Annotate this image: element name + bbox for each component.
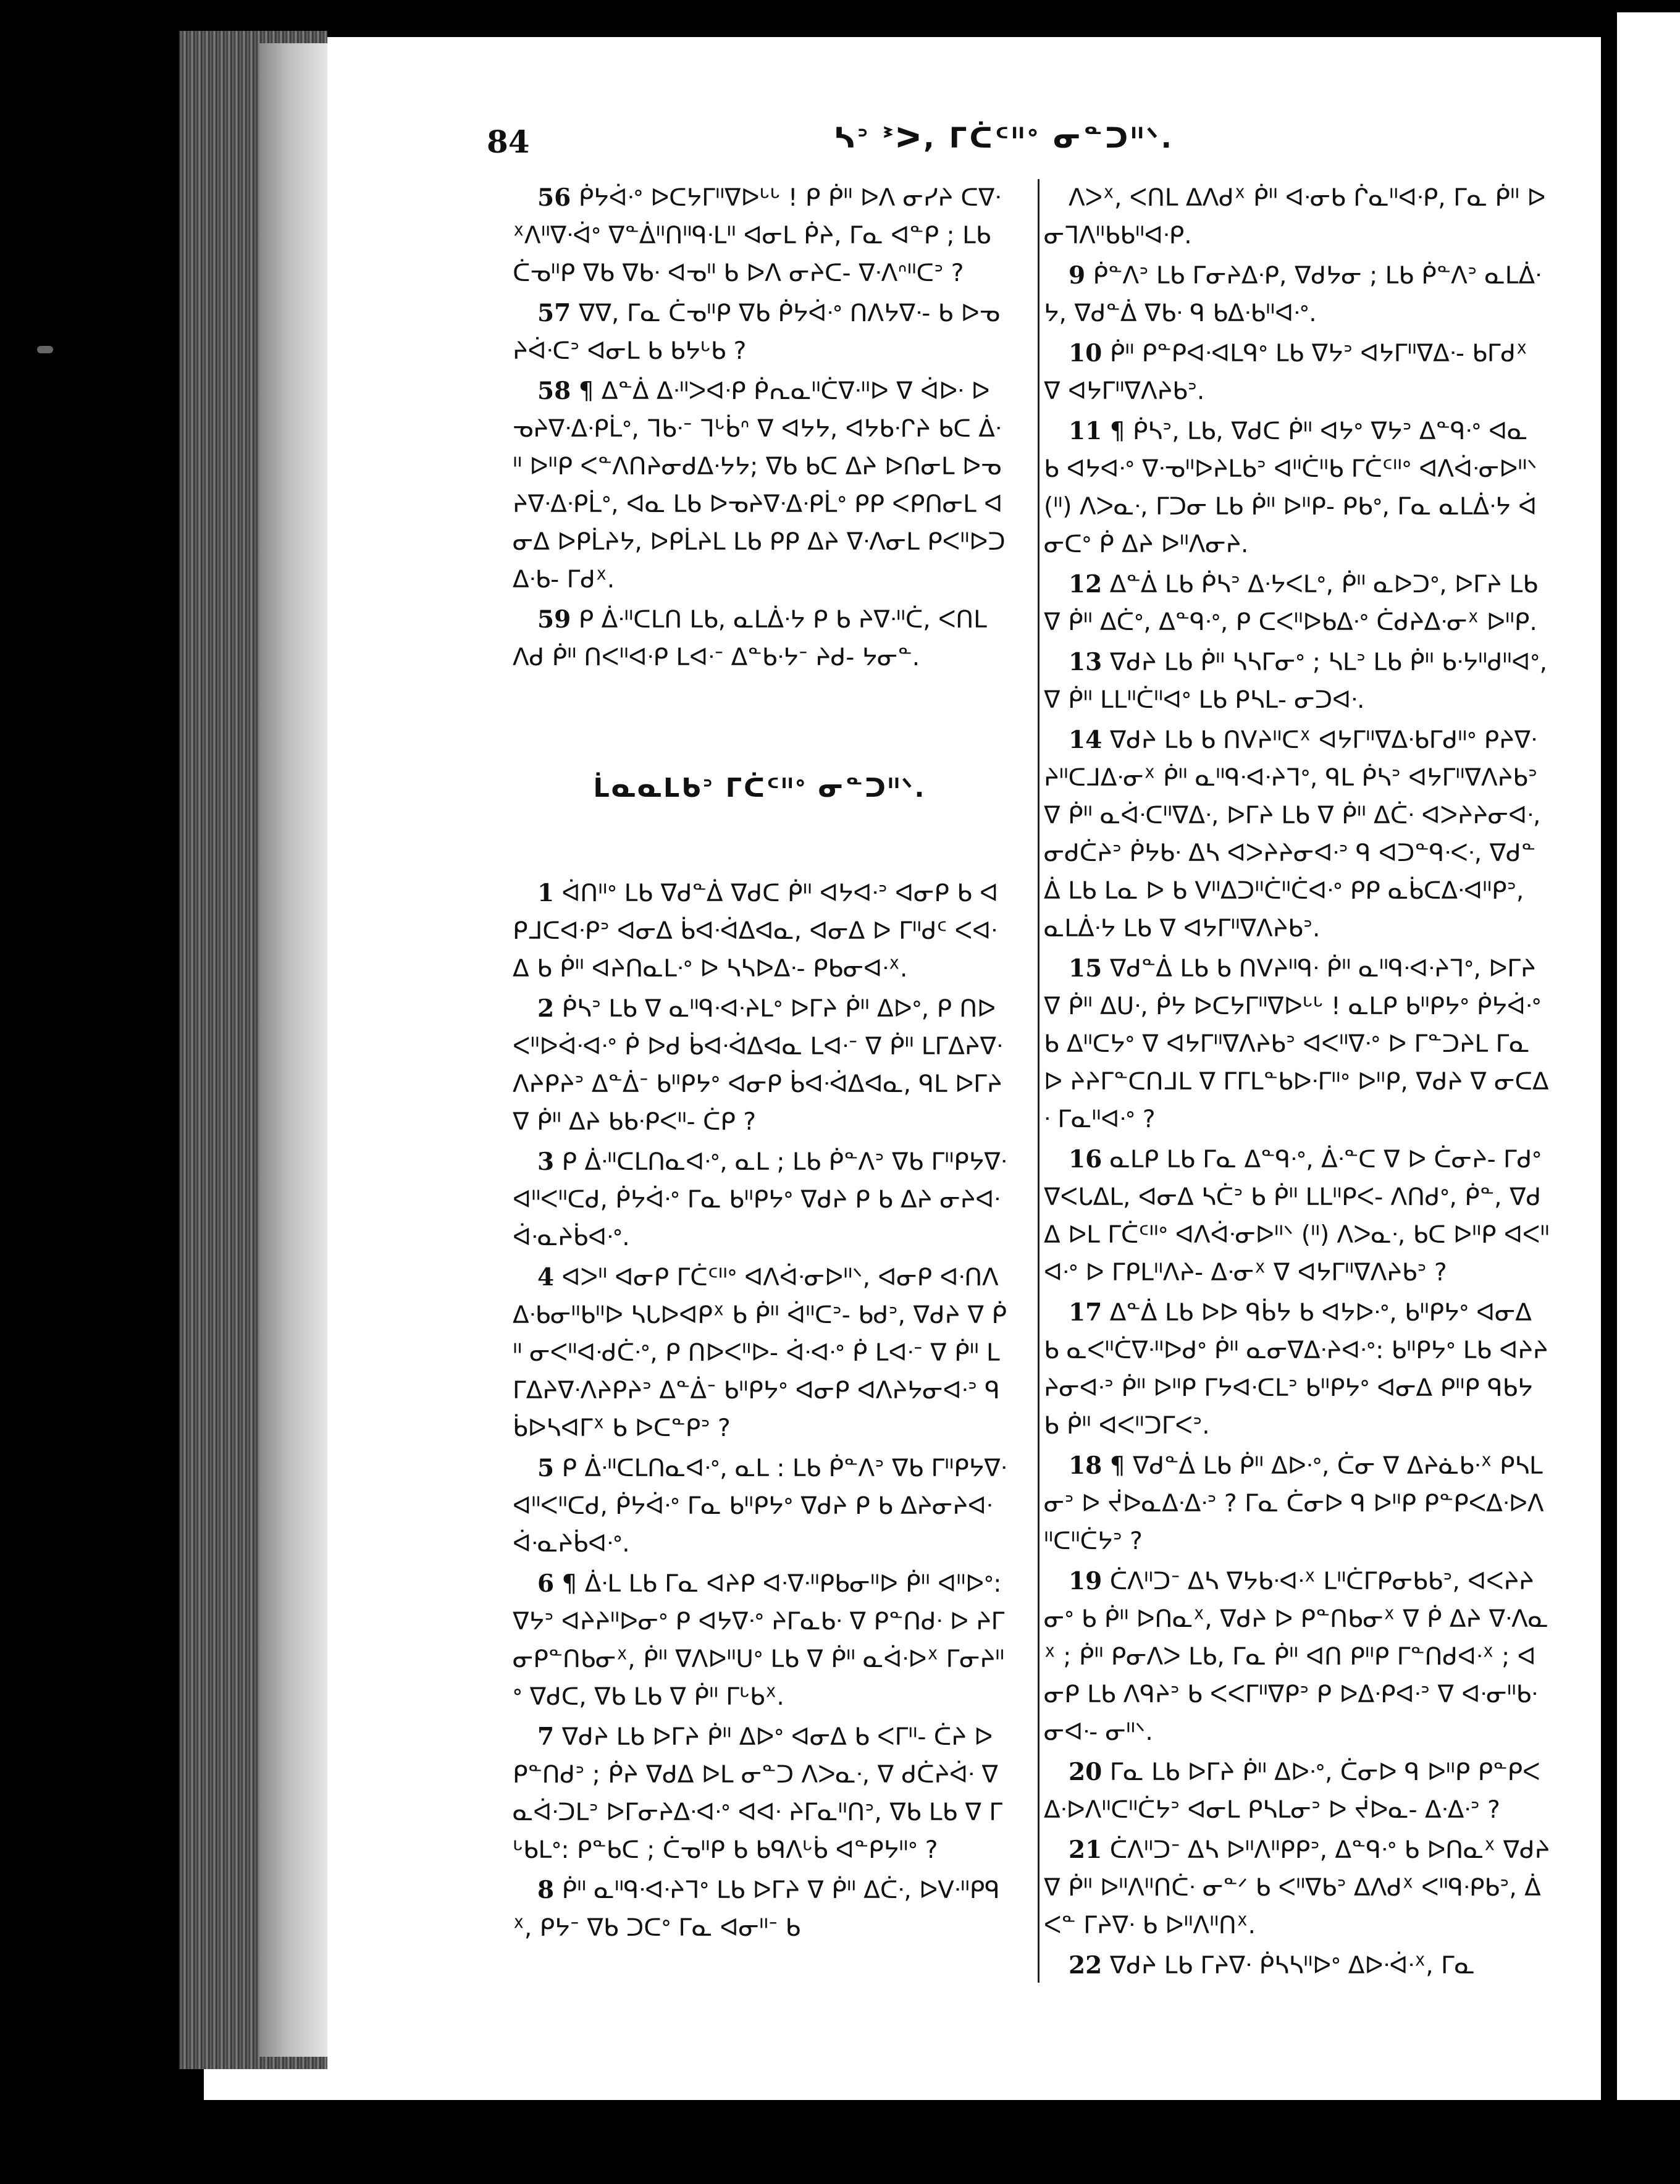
scan-left-border (0, 0, 204, 2184)
verse-text: ᑮᐦ ᑭᓐᑭᐊᐧᐊᒪᑫᐤ ᒪᑲ ᐁᔭᐣ ᐊᔭᒥᐦᐁᐃᐧ- ᑲᒥᑯᕽ ᐁ ᐊᔭᒥᐦᐁᐱᔨᑲᐣ. (1044, 340, 1535, 405)
verses-continued (1044, 179, 1558, 1984)
verse-text: ¶ ᐄᐧᒪ ᒪᑲ ᒥᓇ ᐊᔨᑭ ᐊᐧᐁᐧᐦᑭᑲᓂᐦᐅ ᑮᐦ ᐊᐦᐅᐤ: ᐁᔭᐣ ᐊᔨᔨᐦᐅᓂᐤ ᑭ ᐊᔭᐁᐧᐤ ᔨᒥᓇᑲᐧ ᐁ ᑭᓐᑎᑯᐧ ᐅ ᔨᒥᓂᑭᓐᑎᑲᓂᕽ, ᑮᐦ ᐁᐱᐅᐦᑌᐤ ᒪᑲ ᐁ ᑮᐦ ᓇᐋᐧᐅᕽ ᒥᓂᔨᐦᐤ ᐁᑯᑕ, ᐁᑲ ᒪᑲ ᐁ ᑮᐦ ᒥᒡᑲᕽ. (513, 1570, 1009, 1711)
scan-speck (37, 346, 53, 353)
verse (1044, 413, 1550, 563)
verse-number: 56 (537, 183, 571, 212)
verse (513, 875, 1007, 988)
facing-page-sliver (1612, 12, 1680, 2162)
verse (1044, 1754, 1550, 1829)
verse (1044, 257, 1550, 332)
verse-text: ᐁᐁ, ᒥᓇ ᑖᓀᐦᑭ ᐁᑲ ᑮᔭᐋᐧᐤ ᑎᐱᔭᐁᐧ- ᑲ ᐅᓀᔨᐋᐧᑕᐣ ᐊᓂᒪ ᑲ ᑲᔭᒡᑲ ? (513, 300, 1000, 365)
verse (513, 295, 1007, 370)
verse-text: ᐁᑯᓐᐄ ᒪᑲ ᑲ ᑎᐯᔨᐦᑫᐧ ᑮᐦ ᓇᐦᑫᐧᐊᐧᔨᒣᐤ, ᐅᒥᔨ ᐁ ᑮᐦ ᐃᑌᐧ, ᑮᔭ ᐅᑕᔭᒥᐦᐁᐅᒡᒡ ! ᓇᒪᑭ ᑲᐦᑭᔭᐤ ᑮᔭᐋᐧᐤ ᑲ ᐃᐦᑕᔭᐤ ᐁ ᐊᔭᒥᐦᐁᐱᔨᑲᐣ ᐊᐸᐦᐁᐧᐤ ᐅ ᒥᓐᑐᔨᒪ ᒥᓇ ᐅ ᔨᔨᒥᓐᑕᑎᒧᒪ ᐁ ᒥᒥᒪᓐᑲᐅᐧᒥᐦᐤ ᐅᐦᑭ, ᐁᑯᔨ ᐁ ᓂᑕᐃᐧ ᒥᓇᐦᐊᐧᐤ ? (1044, 955, 1549, 1133)
verse-number: 7 (537, 1723, 555, 1751)
verses-chapter-start (513, 875, 1010, 1947)
verse (1044, 721, 1550, 947)
verses-chapter-end (513, 179, 1007, 676)
verse (513, 1143, 1007, 1256)
verse-number: 20 (1069, 1758, 1102, 1786)
verse-number: 12 (1069, 570, 1102, 598)
verse-number: 4 (537, 1263, 555, 1292)
running-head: ᓴᐣ ᕑᐳ, ᒥᑖᑦᐦᐤ ᓂᓐᑐᐦᐠ. (834, 121, 1174, 154)
verse-number: 59 (537, 605, 571, 634)
verse-text: ᑮᓴᐣ ᒪᑲ ᐁ ᓇᐦᑫᐧᐊᐧᔨᒪᐤ ᐅᒥᔨ ᑮᐦ ᐃᐅᐤ, ᑭ ᑎᐅᐸᐦᐅᐋᐧᐊᐧᐤ ᑮ ᐅᑯ ᑳᐊᐧᐋᐃᐊᓇ ᒪᐊᐧᐨ ᐁ ᑮᐦ ᒪᒥᐃᔨᐁᐧᐱᔨᑭᔨᐣ ᐃᓐᐄᐨ ᑲᐦᑭᔭᐤ ᐊᓂᑭ ᑳᐊᐧᐋᐃᐊᓇ, ᑫᒪ ᐅᒥᔨ ᐁ ᑮᐦ ᐃᔨ ᑲᑲᐧᑭᐸᐦ- ᑖᑭ ? (513, 995, 1010, 1136)
verse (1044, 1947, 1550, 1984)
verse (513, 372, 1007, 598)
verse-number: 16 (1069, 1145, 1102, 1174)
verse-text: ᐋᑎᐦᐤ ᒪᑲ ᐁᑯᓐᐄ ᐁᑯᑕ ᑮᐦ ᐊᔭᐊᐧᐣ ᐊᓂᑭ ᑲ ᐊᑭᒧᑕᐊᐧᑭᐣ ᐊᓂᐃ ᑳᐊᐧᐋᐃᐊᓇ, ᐊᓂᐃ ᐅ ᒥᐦᑯᑦ ᐸᐊᐧᐃ ᑲ ᑮᐦ ᐊᔨᑎᓇᒪᐧᐤ ᐅ ᓴᓴᐅᐃᐧ- ᑭᑲᓂᐊᐧᕽ. (513, 880, 999, 983)
verse-number: 14 (1069, 726, 1102, 754)
verse (1044, 1831, 1558, 1944)
verse (1044, 1294, 1550, 1445)
verse-number: 58 (537, 377, 571, 405)
verse-number: 22 (1069, 1951, 1102, 1980)
left-column (513, 179, 1010, 1949)
verse-number: 9 (1069, 261, 1086, 290)
verse-text: ᐁᑯᔨ ᒪᑲ ᑲ ᑎᐯᔨᐦᑕᕽ ᐊᔭᒥᐦᐁᐃᐧᑲᒥᑯᐦᐤ ᑭᔨᐁᐧᔨᐦᑕᒧᐃᐧᓂᕽ ᑮᐦ ᓇᐦᑫᐧᐊᐧᔨᒣᐤ, ᑫᒪ ᑮᓴᐣ ᐊᔭᒥᐦᐁᐱᔨᑲᐣ ᐁ ᑮᐦ ᓇᐋᐧᑕᐦᐁᐃᐧ, ᐅᒥᔨ ᒪᑲ ᐁ ᑮᐦ ᐃᑖᐧ ᐊᐳᔨᔨᓂᐊᐧ, ᓂᑯᑖᔨᐣ ᑮᔭᑲᐧ ᐃᓴ ᐊᐳᔨᔨᓂᐊᐧᐣ ᑫ ᐊᑐᓐᑫᐧᐸᐧ, ᐁᑯᓐᐄ ᒪᑲ ᒪᓇ ᐅ ᑲ ᐯᐦᐃᑐᐦᑖᐦᑖᐊᐧᐤ ᑭᑭ ᓇᑳᑕᐃᐧᐊᐦᑭᐣ, ᓇᒪᐄᐧᔭ ᒪᑲ ᐁ ᐊᔭᒥᐦᐁᐱᔨᑲᐣ. (1044, 726, 1548, 943)
verse-text: ᐊᐳᐦ ᐊᓂᑭ ᒥᑖᑦᐦᐤ ᐊᐱᐋᐧᓂᐅᐦᐠ, ᐊᓂᑭ ᐊᐧᑎᐱᐃᐧᑲᓂᐦᑲᐦᐅ ᓴᒐᐅᐊᑭᕽ ᑲ ᑮᐦ ᐋᐦᑕᐣ- ᑲᑯᐣ, ᐁᑯᔨ ᐁ ᑮᐦ ᓂᐸᐦᐊᐧᑯᑖᐧᐤ, ᑭ ᑎᐅᐸᐦᐅ- ᐋᐧᐊᐧᐤ ᑮ ᒪᐊᐧᐨ ᐁ ᑮᐦ ᒪᒥᐃᔨᐁᐧᐱᔨᑭᔨᐣ ᐃᓐᐄᐨ ᑲᐦᑭᔭᐤ ᐊᓂᑭ ᐊᐱᔨᔭᓂᐊᐧᐣ ᑫᑳᐅᓴᐊᒥᕽ ᑲ ᐅᑕᓐᑭᐣ ? (513, 1264, 1007, 1442)
verse-text: ᑖᐱᐦᑐᐨ ᐃᓴ ᐅᐦᐱᐦᑭᑭᐣ, ᐃᓐᑫᐧᐤ ᑲ ᐅᑎᓇᕽ ᐁᑯᔨ ᐁ ᑮᐦ ᐅᐦᐱᐦᑎᑖᐧ ᓂᓐᐟ ᑲ ᐸᐦᐁᑲᐣ ᐃᐱᑯᕽ ᐸᐦᑫᐧᑭᑲᐣ, ᐄᐸᓐ ᒥᔨᐁᐧ ᑲ ᐅᐦᐱᐦᑎᕽ. (1044, 1836, 1558, 1939)
verse-text: ᐁᑯᔨ ᒪᑲ ᑮᐦ ᓴᓴᒥᓂᐤ ; ᓴᒪᐣ ᒪᑲ ᑮᐦ ᑲᐧᔭᐦᑯᐦᐊᐤ, ᐁ ᑮᐦ ᒪᒪᐦᑖᐦᐊᐤ ᒪᑲ ᑭᓴᒪ- ᓂᑐᐊᐧ. (1044, 649, 1555, 714)
verse-text: ᐃᓐᐄ ᒪᑲ ᐅᐅ ᑫᑳᔭ ᑲ ᐊᔭᐅᐧᐤ, ᑲᐦᑭᔭᐤ ᐊᓂᐃ ᑲ ᓇᐸᐦᑖᐁᐧᐦᐅᑯᐤ ᑮᐦ ᓇᓂᐁᐃᐧᔨᐊᐧᐤ: ᑲᐦᑭᔭᐤ ᒪᑲ ᐊᔨᔨᔨᓂᐊᐧᐣ ᑮᐦ ᐅᐦᑭ ᒥᔭᐊᐧᑕᒪᐣ ᑲᐦᑭᔭᐤ ᐊᓂᐃ ᑭᐦᑭ ᑫᑲᔭ ᑲ ᑮᐦ ᐊᐸᐦᑐᒥᐸᐣ. (1044, 1299, 1548, 1440)
verse-text: ᑮᐦ ᓇᐦᑫᐧᐊᐧᔨᒣᐤ ᒪᑲ ᐅᒥᔨ ᐁ ᑮᐦ ᐃᑖᐧ, ᐅᐯᐧᐦᑭᑫᕽ, ᑭᔭᐨ ᐁᑲ ᑐᑕᐤ ᒥᓇ ᐊᓂᐦᐨ ᑲ (513, 1876, 1000, 1942)
verse-number: 5 (537, 1454, 555, 1482)
verse-number: 3 (537, 1148, 555, 1176)
scan-bottom-border (0, 2100, 1680, 2184)
verse-text: ¶ ᐁᑯᓐᐄ ᒪᑲ ᑮᐦ ᐃᐅᐧᐤ, ᑖᓂ ᐁ ᐃᔨᓈᑲᐧᕽ ᑭᓴᒪᓂᐣ ᐅ ᔫᐅᓇᐃᐧᐃᐧᐣ ? ᒥᓇ ᑖᓂᐅ ᑫ ᐅᐦᑭ ᑭᓐᑭᐸᐃᐧᐅᐱᐦᑕᐦᑖᔭᐣ ? (1044, 1452, 1544, 1555)
verse-number: 10 (1069, 339, 1102, 368)
book-page-edge-shade (259, 43, 327, 2057)
verse (513, 1565, 1007, 1716)
verse-number: 21 (1069, 1836, 1102, 1864)
verse (513, 1450, 1007, 1563)
verse-text: ᐁᑯᔨ ᒪᑲ ᒥᔨᐁᐧ ᑮᓴᓴᐦᐅᐤ ᐃᐅᐧᐋᐧᕽ, ᒥᓇ (1109, 1952, 1475, 1980)
verse-text: ᑭ ᐄᐧᐦᑕᒪᑎ ᒪᑲ, ᓇᒪᐄᐧᔭ ᑭ ᑲ ᔨᐁᐧᐦᑖ, ᐸᑎᒪ ᐱᑯ ᑮᐦ ᑎᐸᐦᐊᐧᑭ ᒪᐊᐧᐨ ᐃᓐᑲᐧᔭᐨ ᔨᑯ- ᔭᓂᓐ. (513, 606, 995, 671)
verse (513, 1871, 1007, 1947)
verse (513, 179, 1007, 292)
verse-text: ᐁᑯᔨ ᒪᑲ ᐅᒥᔨ ᑮᐦ ᐃᐅᐤ ᐊᓂᐃ ᑲ ᐸᒥᐦ- ᑖᔨ ᐅ ᑭᓐᑎᑯᐣ ; ᑮᔨ ᐁᑯᐃ ᐅᒪ ᓂᓐᑐ ᐱᐳᓇᐧ, ᐁ ᑯᑖᔨᐋᐧ ᐁ ᓇᐋᐧᑐᒪᐣ ᐅᒥᓂᔨᐃᐧᐊᐧᐤ ᐊᐊᐧ ᔨᒥᓇᐦᑎᐣ, ᐁᑲ ᒪᑲ ᐁ ᒥᒡᑲᒪᐤ: ᑭᓐᑲᑕ ; ᑖᓀᐦᑭ ᑲ ᑲᑫᐱᒡᑳ ᐊᓐᑭᔭᐦᐤ ? (513, 1723, 1006, 1864)
verse-number: 8 (537, 1876, 555, 1904)
verse-text: ¶ ᐃᓐᐄ ᐃᐧᐦᐳᐊᐧᑭ ᑮᕆᓇᐦᑖᐁᐧᐦᐅ ᐁ ᐋᐅᐧ ᐅᓀᔨᐁᐧᐃᐧᑭᒫᐤ, ᒣᑲᐧᐨ ᒣᒡᑳᐢ ᐁ ᐊᔭᔭ, ᐊᔭᑲᐧᒋᔨ ᑲᑕ ᐄᐧᐦ ᐅᐦᑭ ᐸᓐᐱᑎᔨᓂᑯᐃᐧᔭᔭ; ᐁᑲ ᑲᑕ ᐃᔨ ᐅᑎᓂᒪ ᐅᓀᔨᐁᐧᐃᐧᑭᒫᐤ, ᐊᓇ ᒪᑲ ᐅᓀᔨᐁᐧᐃᐧᑭᒫᐤ ᑭᑭ ᐸᑭᑎᓂᒪ ᐊᓂᐃ ᐅᑭᒫᔨᔭ, ᐅᑭᒫᔨᒪ ᒪᑲ ᑭᑭ ᐃᔨ ᐁᐧᐱᓂᒪ ᑭᐸᐦᐅᑐᐃᐧᑲ- ᒥᑯᕽ. (513, 377, 1006, 594)
verse-text: ᑮᔭᐋᐧᐤ ᐅᑕᔭᒥᐦᐁᐅᒡᒡ ! ᑭ ᑮᐦ ᐅᐱ ᓂᓯᔨ ᑕᐁᐧᕽᐱᐦᐁᐧᐋᐤ ᐁᓐᐄᐦᑎᐦᑫᐧᒪᐦ ᐊᓂᒪ ᑮᔨ, ᒥᓇ ᐊᓐᑭ ; ᒪᑲ ᑖᓀᐦᑭ ᐁᑲ ᐁᑲᐧ ᐊᓀᐦ ᑲ ᐅᐱ ᓂᔨᑕ- ᐁᐧᐱᐢᐦᑕᐣ ? (513, 184, 1001, 287)
verse (1044, 1141, 1550, 1292)
verse (1044, 950, 1550, 1138)
verse-number: 11 (1069, 417, 1102, 445)
verse (513, 601, 1007, 676)
verse-text: ᒥᓇ ᒪᑲ ᐅᒥᔨ ᑮᐦ ᐃᐅᐧᐤ, ᑖᓂᐅ ᑫ ᐅᐦᑭ ᑭᓐᑭᐸᐃᐧᐅᐱᐦᑕᐦᑖᔭᐣ ᐊᓂᒪ ᑭᓴᒪᓂᐣ ᐅ ᔫᐅᓇ- ᐃᐧᐃᐧᐣ ? (1044, 1758, 1540, 1824)
column-divider (1038, 179, 1040, 1983)
right-column (1044, 179, 1558, 1987)
verse (513, 1718, 1007, 1869)
page-number: 84 (487, 124, 530, 160)
verse (513, 990, 1010, 1141)
verse-number: 1 (537, 879, 555, 907)
verse-text: ᑮᓐᐱᐣ ᒪᑲ ᒥᓂᔨᐃᐧᑭ, ᐁᑯᔭᓂ ; ᒪᑲ ᑮᓐᐱᐣ ᓇᒪᐄᐧᔭ, ᐁᑯᓐᐄ ᐁᑲᐧ ᑫ ᑲᐃᐧᑲᐦᐊᐧᐤ. (1044, 262, 1542, 327)
verse (1044, 1447, 1550, 1560)
verse-number: 13 (1069, 648, 1102, 676)
verse-text: ᓇᒪᑭ ᒪᑲ ᒥᓇ ᐃᓐᑫᐧᐤ, ᐄᐧᓐᑕ ᐁ ᐅ ᑖᓂᔨ- ᒥᑯᐤ ᐁᐸᒐᐃᒪ, ᐊᓂᐃ ᓴᑖᐣ ᑲ ᑮᐦ ᒪᒪᐦᑭᐸ- ᐱᑎᑯᐤ, ᑮᓐ, ᐁᑯᐃ ᐅᒪ ᒥᑖᑦᐦᐤ ᐊᐱᐋᐧᓂᐅᐦᐠ (ᐦ) ᐱᐳᓇᐧ, ᑲᑕ ᐅᐦᑭ ᐊᐸᐦᐊᐧᐤ ᐅ ᒥᑭᒪᐦᐱᔨ- ᐃᐧᓂᕽ ᐁ ᐊᔭᒥᐦᐁᐱᔨᑲᐣ ? (1044, 1146, 1550, 1287)
verse-number: 15 (1069, 954, 1102, 983)
verse (1044, 179, 1550, 254)
verse (1044, 644, 1555, 719)
chapter-heading: ᒫᓇᓇᒪᑲᐣ ᒥᑖᑦᐦᐤ ᓂᓐᑐᐦᐠ. (593, 773, 926, 803)
verse-text: ᑭ ᐄᐧᐦᑕᒪᑎᓇᐊᐧᐤ, ᓇᒪ ; ᒪᑲ ᑮᓐᐱᐣ ᐁᑲ ᒥᐦᑭᔭᐁᐧᐊᐦᐸᐦᑕᑯ, ᑮᔭᐋᐧᐤ ᒥᓇ ᑲᐦᑭᔭᐤ ᐁᑯᔨ ᑭ ᑲ ᐃᔨ ᓂᔨᐊᐧᐋᐧᓇᔨᑳᐊᐧᐤ. (513, 1148, 1007, 1251)
verse-text: ᐃᓐᐄ ᒪᑲ ᑮᓴᐣ ᐃᐧᔭᐸᒪᐤ, ᑮᐦ ᓇᐅᑐᐤ, ᐅᒥᔨ ᒪᑲ ᐁ ᑮᐦ ᐃᑖᐤ, ᐃᓐᑫᐧᐤ, ᑭ ᑕᐸᐦᐅᑲᐃᐧᐤ ᑖᑯᔨᐃᐧᓂᕽ ᐅᐦᑭ. (1044, 571, 1546, 636)
verse-number: 57 (537, 299, 571, 327)
verse (513, 1259, 1007, 1447)
scan-top-border (204, 0, 1601, 37)
verse-number: 18 (1069, 1451, 1102, 1480)
verse-text: ¶ ᑮᓴᐣ, ᒪᑲ, ᐁᑯᑕ ᑮᐦ ᐊᔭᐤ ᐁᔭᐣ ᐃᓐᑫᐧᐤ ᐊᓇ ᑲ ᐊᔭᐊᐧᐤ ᐁᐧᓀᐦᐅᔨᒪᑲᐣ ᐊᐦᑖᐦᑲ ᒥᑖᑦᐦᐤ ᐊᐱᐋᐧᓂᐅᐦᐠ (ᐦ) ᐱᐳᓇᐧ, ᒥᑐᓂ ᒪᑲ ᑮᐦ ᐅᐦᑭ- ᑭᑲᐤ, ᒥᓇ ᓇᒪᐄᐧᔭ ᐋᓂᑕᐤ ᑮ ᐃᔨ ᐅᐦᐱᓂᔨ. (1044, 418, 1545, 558)
verse-number: 6 (537, 1569, 555, 1598)
verse-number: 2 (537, 994, 555, 1023)
verse (1044, 566, 1550, 641)
verse-text: ᑖᐱᐦᑐᐨ ᐃᓴ ᐁᔭᑲᐧᐊᐧᕽ ᒪᐦᑖᒥᑭᓂᑲᑲᐣ, ᐊᐸᔨᔨᓂᐤ ᑲ ᑮᐦ ᐅᑎᓇᕽ, ᐁᑯᔨ ᐅ ᑭᓐᑎᑲᓂᕽ ᐁ ᑮ ᐃᔨ ᐁᐧᐱᓇᕽ ; ᑮᐦ ᑭᓂᐱᐳ ᒪᑲ, ᒥᓇ ᑮᐦ ᐊᑎ ᑭᐦᑭ ᒥᓐᑎᑯᐊᐧᕽ ; ᐊᓂᑭ ᒪᑲ ᐱᑫᔨᐣ ᑲ ᐸᐸᒥᐦᐁᑭᐣ ᑭ ᐅᐃᐧᑭᐊᐧᐣ ᐁ ᐊᐧᓂᐦᑲᐧᓂᐊᐧ- ᓂᐦᐠ. (1044, 1568, 1549, 1746)
verse-number: 17 (1069, 1298, 1102, 1327)
verse (1044, 335, 1550, 410)
verse-number: 19 (1069, 1567, 1102, 1595)
verse-text: ᐱᐳᕽ, ᐸᑎᒪ ᐃᐱᑯᕽ ᑮᐦ ᐊᐧᓂᑲ ᒌᓇᐦᐊᐧᑭ, ᒥᓇ ᑮᐦ ᐅᓂᒣᐱᐦᑲᑲᐦᐊᐧᑭ. (1044, 184, 1546, 250)
verse (1044, 1563, 1550, 1751)
verse-text: ᑭ ᐄᐧᐦᑕᒪᑎᓇᐊᐧᐤ, ᓇᒪ : ᒪᑲ ᑮᓐᐱᐣ ᐁᑲ ᒥᐦᑭᔭᐁᐧᐊᐦᐸᐦᑕᑯ, ᑮᔭᐋᐧᐤ ᒥᓇ ᑲᐦᑭᔭᐤ ᐁᑯᔨ ᑭ ᑲ ᐃᔨᓂᔨᐊᐧᐋᐧᓇᔨᑳᐊᐧᐤ. (513, 1455, 1007, 1558)
